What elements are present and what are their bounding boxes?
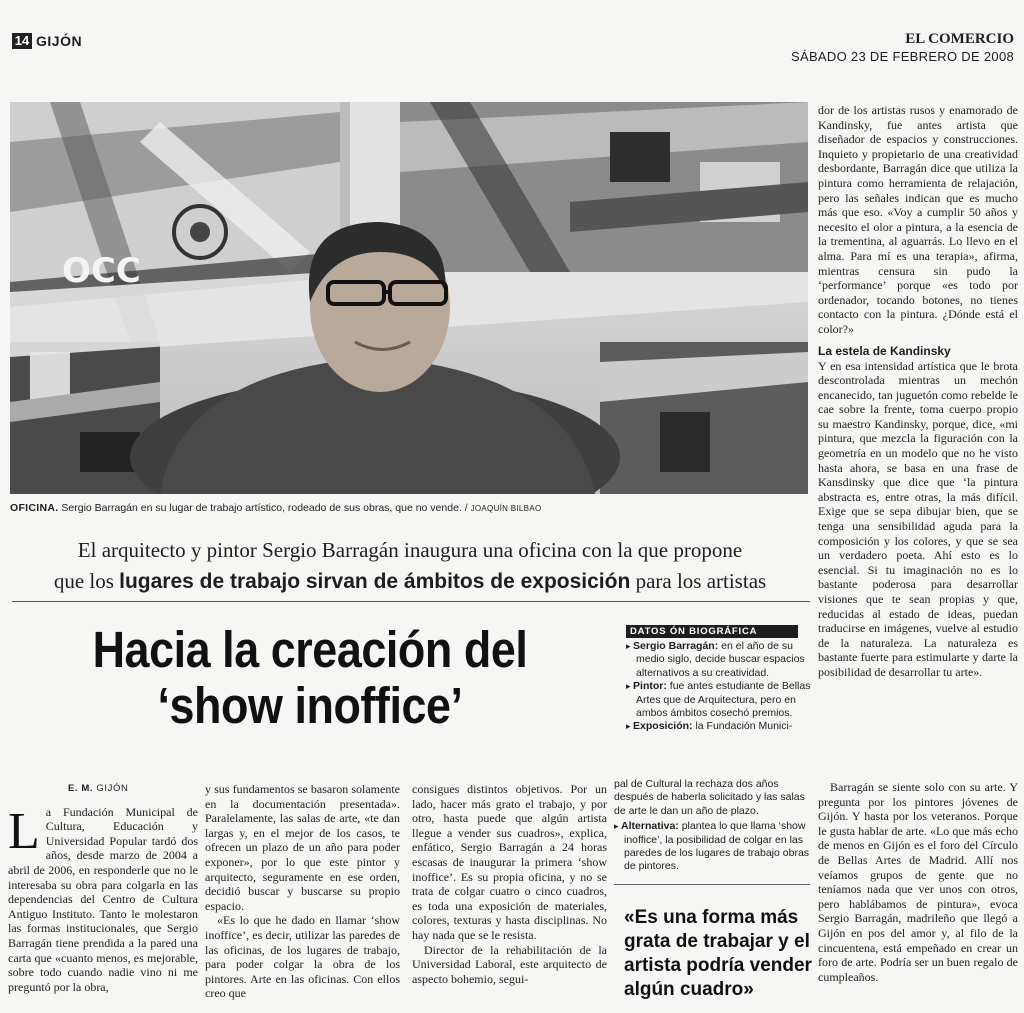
datos-box-continued (614, 778, 810, 885)
datos-item-label: Pintor: (633, 680, 667, 693)
article-headline (46, 622, 574, 734)
article-paragraph (8, 802, 198, 995)
pull-quote: «Es una forma más grata de trabajar y el artista podría vender algún cuadro» (624, 907, 812, 1000)
datos-item (626, 680, 814, 720)
article-column-3 (412, 782, 607, 986)
byline-place: GIJÓN (93, 783, 129, 794)
article-paragraph: Y en esa intensidad artística que le brota descontrolada mientras un mechón encanecido, tan juguetón como rebelde le cae sobre la frente, toma cuerpo propio su maestro Kandinsky, porque, dice, «mi pintura, que mezcla la figuración con la geometría en un modelo que no he visto hasta ahora, se basa en una frase de Kansdinsky que dice que ‘la pintura abstracta es, entre otras, la más difícil. Exige que se sepa dibujar bien, que se tenga una sensibilidad aguda para la composición y los colores, y que se sea un verdadero poeta. Ahí esto es lo esencial. Si tu imaginación no es lo bastante poderosa para desarrollar visiones que te sean propias y que, reducidas al estado de ideas, puedan traducirse en imágenes, vuelve al estudio de la naturaleza. La naturaleza es bastante fuerte para estimularte y darte la posibilidad de desarrollar tu arte». (818, 358, 1018, 679)
caption-label: OFICINA. (10, 502, 59, 514)
datos-item-text: fue antes estudiante de Bellas Artes que de Arquitectura, pero en ambos ámbitos cosechó premios. (636, 680, 811, 720)
deck-line-1: El arquitecto y pintor Sergio Barragán inaugura una oficina con la que propone (77, 538, 743, 562)
article-paragraph: y sus fundamentos se basaron solamente en la documentación presentada». Paralelamente, las salas de arte, «te dan largas y, en el mejor de los casos, te ofrecen un plazo de un año para poder exponer», por lo que este pintor y arquitecto, seguramente en ese orden, decidió buscar y buscarse su propio espacio. (205, 782, 400, 913)
headline-line-1: Hacia la creación del (92, 621, 528, 678)
photo-caption (10, 502, 810, 514)
deck-line-2 (10, 566, 810, 597)
datos-item-text: la Fundación Munici- (692, 720, 793, 733)
newspaper-name: EL COMERCIO (905, 31, 1014, 47)
wall-lettering: OCC (62, 251, 141, 291)
datos-box (626, 640, 814, 734)
quote-divider (614, 884, 810, 885)
datos-item (626, 640, 814, 680)
byline (8, 782, 198, 797)
article-paragraph: Director de la rehabilitación de la Universidad Laboral, este arquitecto de aspecto bohemio, segui- (412, 942, 607, 986)
deck-line-2-post: para los artistas (630, 569, 767, 593)
section-name: GIJÓN (36, 33, 83, 49)
article-paragraph: Barragán se siente solo con su arte. Y pregunta por los pintores jóvenes de Gijón. Y hasta por los veteranos. Porque le gusta hablar de arte. «Lo que más echo de menos en Gijón es el foro del Círculo de Bellas Artes de Madrid. Allí nos veíamos grupos de gente que no teníamos nada que ver unos con otros, pero hablábamos de pintura», evoca Sergio Barragán, madrileño que llegó a Gijón en pos del amor y, al filo de la cincuentena, está empeñado en crear un foro de arte. Podría ser un buen regalo de cumpleaños. (818, 780, 1018, 984)
article-deck (10, 535, 810, 597)
datos-item: ▸ Alternativa: plantea lo que llama ‘show inoffice’, la posibilidad de colgar en las paredes de los lugares de trabajo obras de pintores. (614, 820, 810, 873)
deck-divider (12, 601, 810, 602)
article-text: a Fundación Municipal de Cultura, Educación y Universidad Popular tardó dos años, desde marzo de 2004 a abril de 2006, en responderle que no le interesaba su obra para colgarla en las dependencias del Centro de Cultura Antiguo Instituto. Tanto le molestaron las formas institucionales, que Sergio Barragán tiene prendida a la pared una carta que «cuanto menos, es mejorable, sobre todo cuando nadie vino ni me preguntó por la obra, (8, 804, 198, 994)
headline-line-2: ‘show inoffice’ (157, 677, 463, 734)
article-photo (10, 102, 808, 494)
datos-item-text: en el año de su medio siglo, decide buscar espacios alternativos a su creatividad. (636, 640, 805, 679)
drop-cap: L (8, 802, 40, 860)
datos-item-label: Exposición: (633, 720, 693, 733)
article-column-right (818, 103, 1018, 680)
article-paragraph: consigues distintos objetivos. Por un lado, hacer más grato el trabajo, y por otro, hasta puede que algún artista llegue a vender sus cuadros», explica, enfático, Sergio Barragán a 24 horas escasas de inaugurar la primera ‘show inoffice’. Es su propia oficina, y no se trata de colgar cuatro o cinco cuadros, es toda una exposición de materiales, colores, texturas y hasta disciplinas. No hay nada que se le resista. (412, 782, 607, 942)
article-column-1 (8, 782, 198, 994)
article-subhead: La estela de Kandinsky (818, 343, 951, 358)
datos-item-label: Alternativa: (621, 820, 679, 833)
datos-item (626, 720, 814, 733)
caption-text: Sergio Barragán en su lugar de trabajo artístico, rodeado de sus obras, que no vende. / (58, 502, 471, 514)
datos-item-label: Sergio Barragán: (633, 640, 719, 652)
datos-continued-text: pal de Cultural la rechaza dos años después de haberla solicitado y las salas de arte le dan un año de plazo. (614, 778, 805, 817)
article-paragraph: dor de los artistas rusos y enamorado de Kandinsky, fue antes artista que diseñador de espacios y construcciones. Inquieto y propietario de una creatividad desbordante, Barragán dice que utiliza la pintura como herramienta de relajación, pero las señales indican que es mucho más que eso. «Voy a cumplir 50 años y necesito el olor a pintura, a la esencia de la trementina, al aguarrás. Lo llevo en el alma. Para mí es una terapia», afirma, mientras censura sin pudo la ‘performance’ porque «es todo por ordenador, tocando botones, no tienes contacto con la pintura. ¿Dónde está el color?» (818, 103, 1018, 336)
byline-author: E. M. (68, 783, 94, 794)
deck-line-2-bold: lugares de trabajo sirvan de ámbitos de exposición (119, 570, 631, 593)
datos-box-title: DATOS ÓN BIOGRÁFICA (626, 625, 798, 638)
article-column-2 (205, 782, 400, 1001)
publication-date: SÁBADO 23 DE FEBRERO DE 2008 (791, 49, 1014, 64)
datos-item-text: plantea lo que llama ‘show inoffice’, la posibilidad de colgar en las paredes de los lugares de trabajo obras de pintores. (624, 820, 810, 873)
deck-line-2-pre: que los (53, 569, 120, 593)
article-column-5 (818, 780, 1018, 984)
page-number: 14 (12, 33, 32, 49)
photo-credit: JOAQUÍN BILBAO (470, 504, 542, 513)
photo-illustration (10, 102, 808, 494)
article-paragraph: «Es lo que he dado en llamar ‘show inoffice’, es decir, utilizar las paredes de las oficinas, de los lugares de trabajo, para poder colgar la obra de los pintores. Arte en las oficinas. Con ellos creo que (205, 913, 400, 1001)
